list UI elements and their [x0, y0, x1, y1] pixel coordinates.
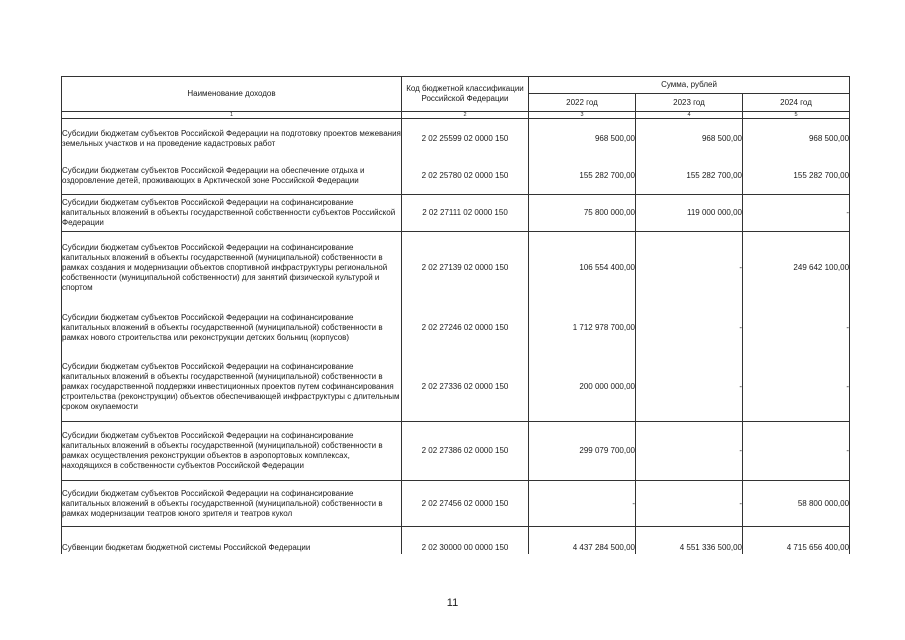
budget-code: 2 02 30000 00 0000 150 [402, 527, 529, 554]
header-name: Наименование доходов [62, 77, 402, 112]
amount-2024: 968 500,00 [743, 119, 850, 159]
amount-2022: 200 000 000,00 [529, 353, 636, 422]
amount-2022: 155 282 700,00 [529, 159, 636, 195]
income-name: Субсидии бюджетам субъектов Российской Федерации на софинансирование капитальных вложений в объекты государственной (муниципальной) собственности в рамках модернизации театров юного зрителя и театров кукол [62, 481, 402, 527]
amount-2023: - [636, 304, 743, 353]
amount-2024: 4 715 656 400,00 [743, 527, 850, 554]
amount-2022: 299 079 700,00 [529, 422, 636, 481]
table-row [62, 159, 850, 195]
income-name: Субвенции бюджетам бюджетной системы Российской Федерации [62, 527, 402, 554]
amount-2024: - [743, 422, 850, 481]
budget-code: 2 02 27139 02 0000 150 [402, 232, 529, 304]
amount-2024: - [743, 195, 850, 232]
budget-code: 2 02 25780 02 0000 150 [402, 159, 529, 195]
budget-code: 2 02 27336 02 0000 150 [402, 353, 529, 422]
table-row [62, 232, 850, 304]
amount-2022: - [529, 481, 636, 527]
amount-2024: 155 282 700,00 [743, 159, 850, 195]
amount-2022: 106 554 400,00 [529, 232, 636, 304]
budget-code: 2 02 27246 02 0000 150 [402, 304, 529, 353]
amount-2024: - [743, 304, 850, 353]
amount-2023: 155 282 700,00 [636, 159, 743, 195]
income-name: Субсидии бюджетам субъектов Российской Федерации на софинансирование капитальных вложений в объекты государственной (муниципальной) собственности в рамках государственной поддержки инвестиционных проектов путем софинансирования строительства (реконструкции) объектов обеспечивающей инфраструктуры с длительным сроком окупаемости [62, 353, 402, 422]
header-year-2023: 2023 год [636, 94, 743, 112]
table-row [62, 353, 850, 422]
column-index: 2 [402, 112, 529, 119]
income-name: Субсидии бюджетам субъектов Российской Федерации на софинансирование капитальных вложений в объекты государственной собственности субъектов Российской Федерации [62, 195, 402, 232]
income-name: Субсидии бюджетам субъектов Российской Федерации на софинансирование капитальных вложений в объекты государственной (муниципальной) собственности в рамках осуществления реконструкции объектов в аэропортовых комплексах, находящихся в собственности субъектов Российской Федерации [62, 422, 402, 481]
header-code: Код бюджетной классификации Российской Федерации [402, 77, 529, 112]
budget-code: 2 02 27456 02 0000 150 [402, 481, 529, 527]
amount-2022: 75 800 000,00 [529, 195, 636, 232]
budget-code: 2 02 25599 02 0000 150 [402, 119, 529, 159]
income-name: Субсидии бюджетам субъектов Российской Федерации на софинансирование капитальных вложений в объекты государственной (муниципальной) собственности в рамках нового строительства или реконструкции детских больниц (корпусов) [62, 304, 402, 353]
table-row [62, 304, 850, 353]
income-name: Субсидии бюджетам субъектов Российской Федерации на подготовку проектов межевания земельных участков и на проведение кадастровых работ [62, 119, 402, 159]
amount-2023: - [636, 422, 743, 481]
amount-2023: - [636, 353, 743, 422]
amount-2024: 58 800 000,00 [743, 481, 850, 527]
table-row [62, 119, 850, 159]
column-index: 3 [529, 112, 636, 119]
table-row [62, 527, 850, 554]
amount-2022: 4 437 284 500,00 [529, 527, 636, 554]
amount-2022: 968 500,00 [529, 119, 636, 159]
amount-2023: - [636, 481, 743, 527]
amount-2023: - [636, 232, 743, 304]
column-index: 5 [743, 112, 850, 119]
amount-2023: 119 000 000,00 [636, 195, 743, 232]
header-year-2022: 2022 год [529, 94, 636, 112]
header-year-2024: 2024 год [743, 94, 850, 112]
table-row [62, 481, 850, 527]
amount-2024: 249 642 100,00 [743, 232, 850, 304]
budget-code: 2 02 27386 02 0000 150 [402, 422, 529, 481]
page-number: 11 [446, 597, 459, 609]
amount-2023: 968 500,00 [636, 119, 743, 159]
amount-2024: - [743, 353, 850, 422]
revenue-table [61, 76, 850, 554]
header-sum: Сумма, рублей [529, 77, 850, 94]
income-name: Субсидии бюджетам субъектов Российской Федерации на софинансирование капитальных вложений в объекты государственной (муниципальной) собственности в рамках создания и модернизации объектов спортивной инфраструктуры региональной собственности (муниципальной собственности) для занятий физической культурой и спортом [62, 232, 402, 304]
amount-2023: 4 551 336 500,00 [636, 527, 743, 554]
table-row [62, 195, 850, 232]
column-index: 1 [62, 112, 402, 119]
budget-code: 2 02 27111 02 0000 150 [402, 195, 529, 232]
table-row [62, 422, 850, 481]
column-index: 4 [636, 112, 743, 119]
income-name: Субсидии бюджетам субъектов Российской Федерации на обеспечение отдыха и оздоровление детей, проживающих в Арктической зоне Российской Федерации [62, 159, 402, 195]
amount-2022: 1 712 978 700,00 [529, 304, 636, 353]
